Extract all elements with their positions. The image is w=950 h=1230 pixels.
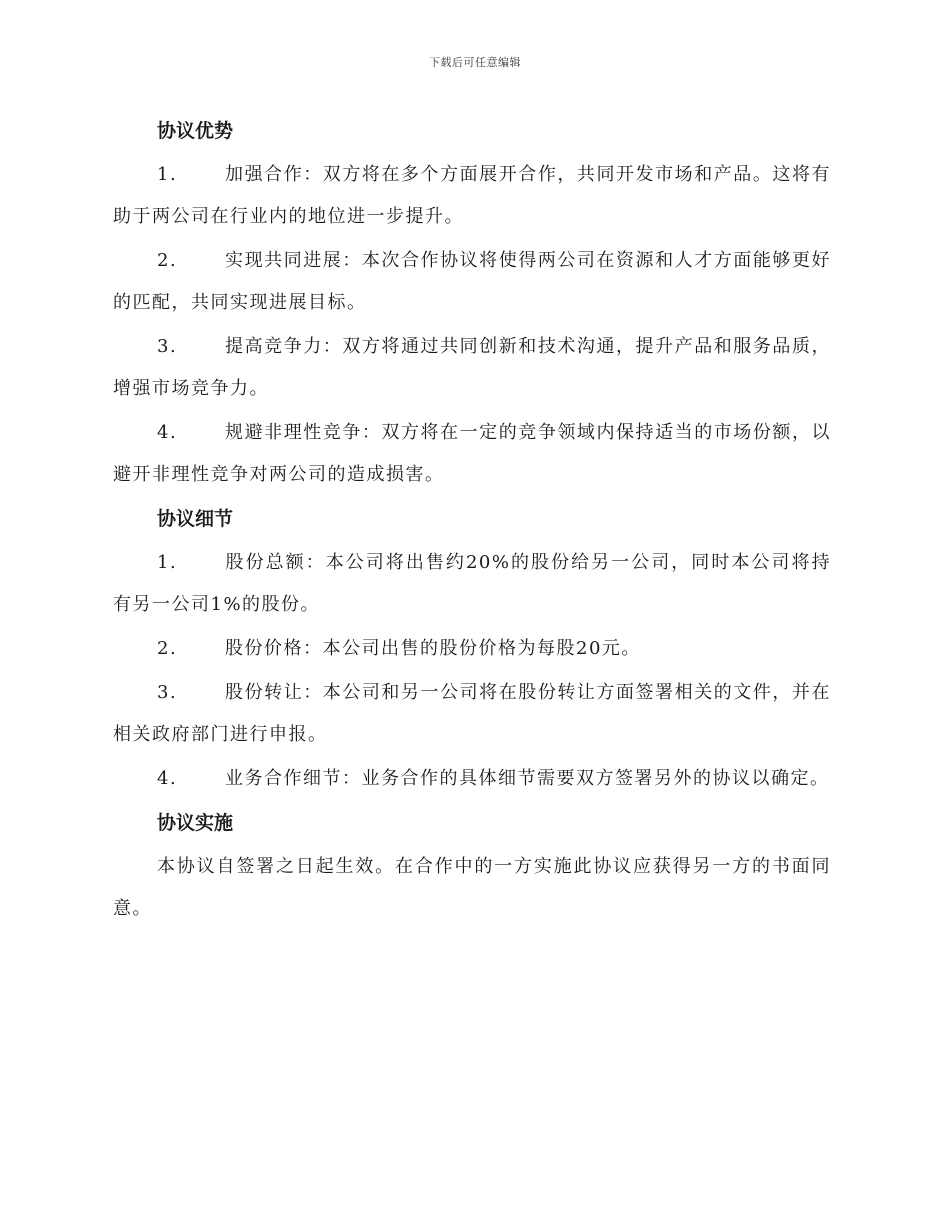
page-header: 下载后可任意编辑 <box>429 56 521 69</box>
list-item-number: 4. <box>157 768 178 789</box>
document-body <box>113 110 831 930</box>
list-item-text: 股份总额：本公司将出售约20%的股份给另一公司，同时本公司将持有另一公司1%的股份。 <box>113 552 831 615</box>
list-item-text: 规避非理性竞争：双方将在一定的竞争领域内保持适当的市场份额，以避开非理性竞争对两公司的造成损害。 <box>113 422 831 485</box>
section-title-details: 协议细节 <box>157 508 234 530</box>
section-title-implementation: 协议实施 <box>157 812 234 834</box>
list-item-text: 实现共同进展：本次合作协议将使得两公司在资源和人才方面能够更好的匹配，共同实现进展目标。 <box>113 250 831 313</box>
section-title-advantages: 协议优势 <box>157 120 234 142</box>
list-item-number: 2. <box>157 250 178 271</box>
list-item-text: 股份转让：本公司和另一公司将在股份转让方面签署相关的文件，并在相关政府部门进行申报。 <box>113 682 831 745</box>
list-item-number: 3. <box>157 336 178 357</box>
list-item-number: 1. <box>157 552 178 573</box>
list-item-number: 3. <box>157 682 178 703</box>
list-item-text: 加强合作：双方将在多个方面展开合作，共同开发市场和产品。这将有助于两公司在行业内的地位进一步提升。 <box>113 164 831 227</box>
list-item <box>113 758 831 800</box>
list-item <box>113 672 831 756</box>
list-item-number: 2. <box>157 638 178 659</box>
list-item <box>113 542 831 626</box>
list-item <box>113 412 831 496</box>
list-item <box>113 326 831 410</box>
list-item-number: 1. <box>157 164 178 185</box>
list-item-number: 4. <box>157 422 178 443</box>
implementation-paragraph: 本协议自签署之日起生效。在合作中的一方实施此协议应获得另一方的书面同意。 <box>113 856 831 919</box>
list-item-text: 业务合作细节：业务合作的具体细节需要双方签署另外的协议以确定。 <box>225 768 830 789</box>
list-item-text: 股份价格：本公司出售的股份价格为每股20元。 <box>225 638 641 659</box>
list-item <box>113 154 831 238</box>
list-item <box>113 240 831 324</box>
list-item-text: 提高竞争力：双方将通过共同创新和技术沟通，提升产品和服务品质，增强市场竞争力。 <box>113 336 831 399</box>
list-item <box>113 628 831 670</box>
